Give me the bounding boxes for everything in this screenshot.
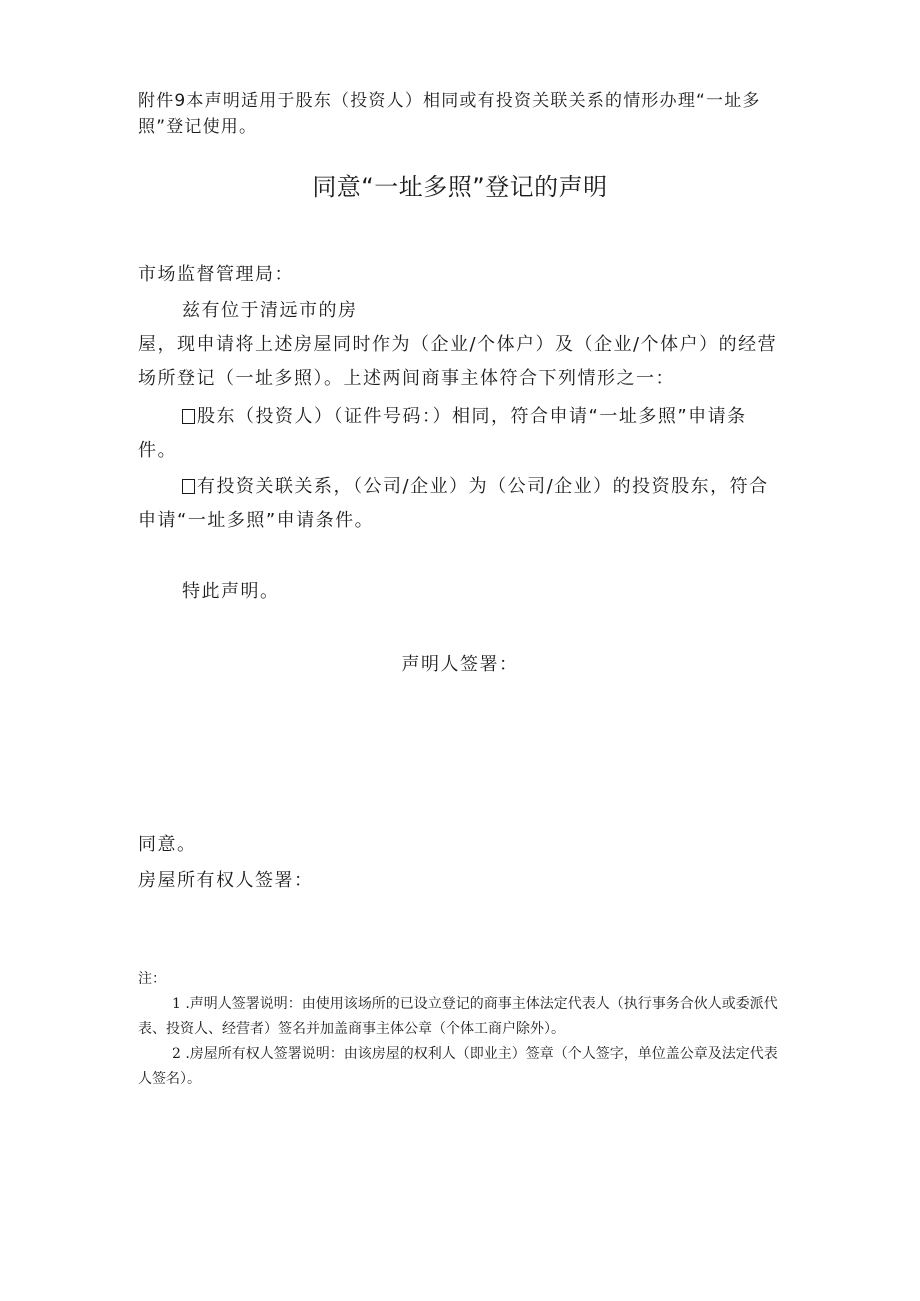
declaration-paragraph: [138, 294, 783, 396]
notes-section: [138, 967, 786, 1092]
owner-signature-label: 房屋所有权人签署：: [138, 870, 314, 891]
note-item: 2 .房屋所有权人签署说明：由该房屋的权利人（即业主）签章（个人签字，单位盖公章及法定代表人签名）。: [138, 1046, 778, 1087]
note-item: 1 .声明人签署说明：由使用该场所的已设立登记的商事主体法定代表人（执行事务合伙人或委派代表、投资人、经营者）签名并加盖商事主体公章（个体工商户除外）。: [138, 996, 778, 1037]
addressee: 市场监督管理局：: [138, 264, 294, 285]
attachment-note: 附件9本声明适用于股东（投资人）相同或有投资关联关系的情形办理“一址多照”登记使用。: [138, 91, 761, 137]
declaration-line-rest: 屋，现申请将上述房屋同时作为（企业/个体户）及（企业/个体户）的经营场所登记（一址多照）。上述两间商事主体符合下列情形之一：: [138, 334, 778, 389]
option-shareholder-same: [138, 400, 783, 468]
checkbox-investment-relation[interactable]: [182, 479, 195, 494]
notes-heading: 注：: [138, 971, 166, 987]
option-investment-relation: [138, 470, 783, 538]
checkbox-shareholder-same[interactable]: [182, 409, 195, 424]
option-shareholder-same-text: 股东（投资人）（证件号码：）相同，符合申请“一址多照”申请条件。: [138, 406, 747, 461]
declarant-signature-label: 声明人签署：: [401, 654, 519, 675]
option-investment-relation-text: 有投资关联关系，（公司/企业）为（公司/企业）的投资股东，符合申请“一址多照”申请条件。: [138, 476, 769, 531]
document-title: 同意“一址多照”登记的声明: [312, 173, 608, 201]
declaration-line-1: 兹有位于清远市的房: [182, 300, 358, 321]
closing-statement: 特此声明。: [182, 581, 280, 602]
agree-text: 同意。: [138, 834, 197, 855]
